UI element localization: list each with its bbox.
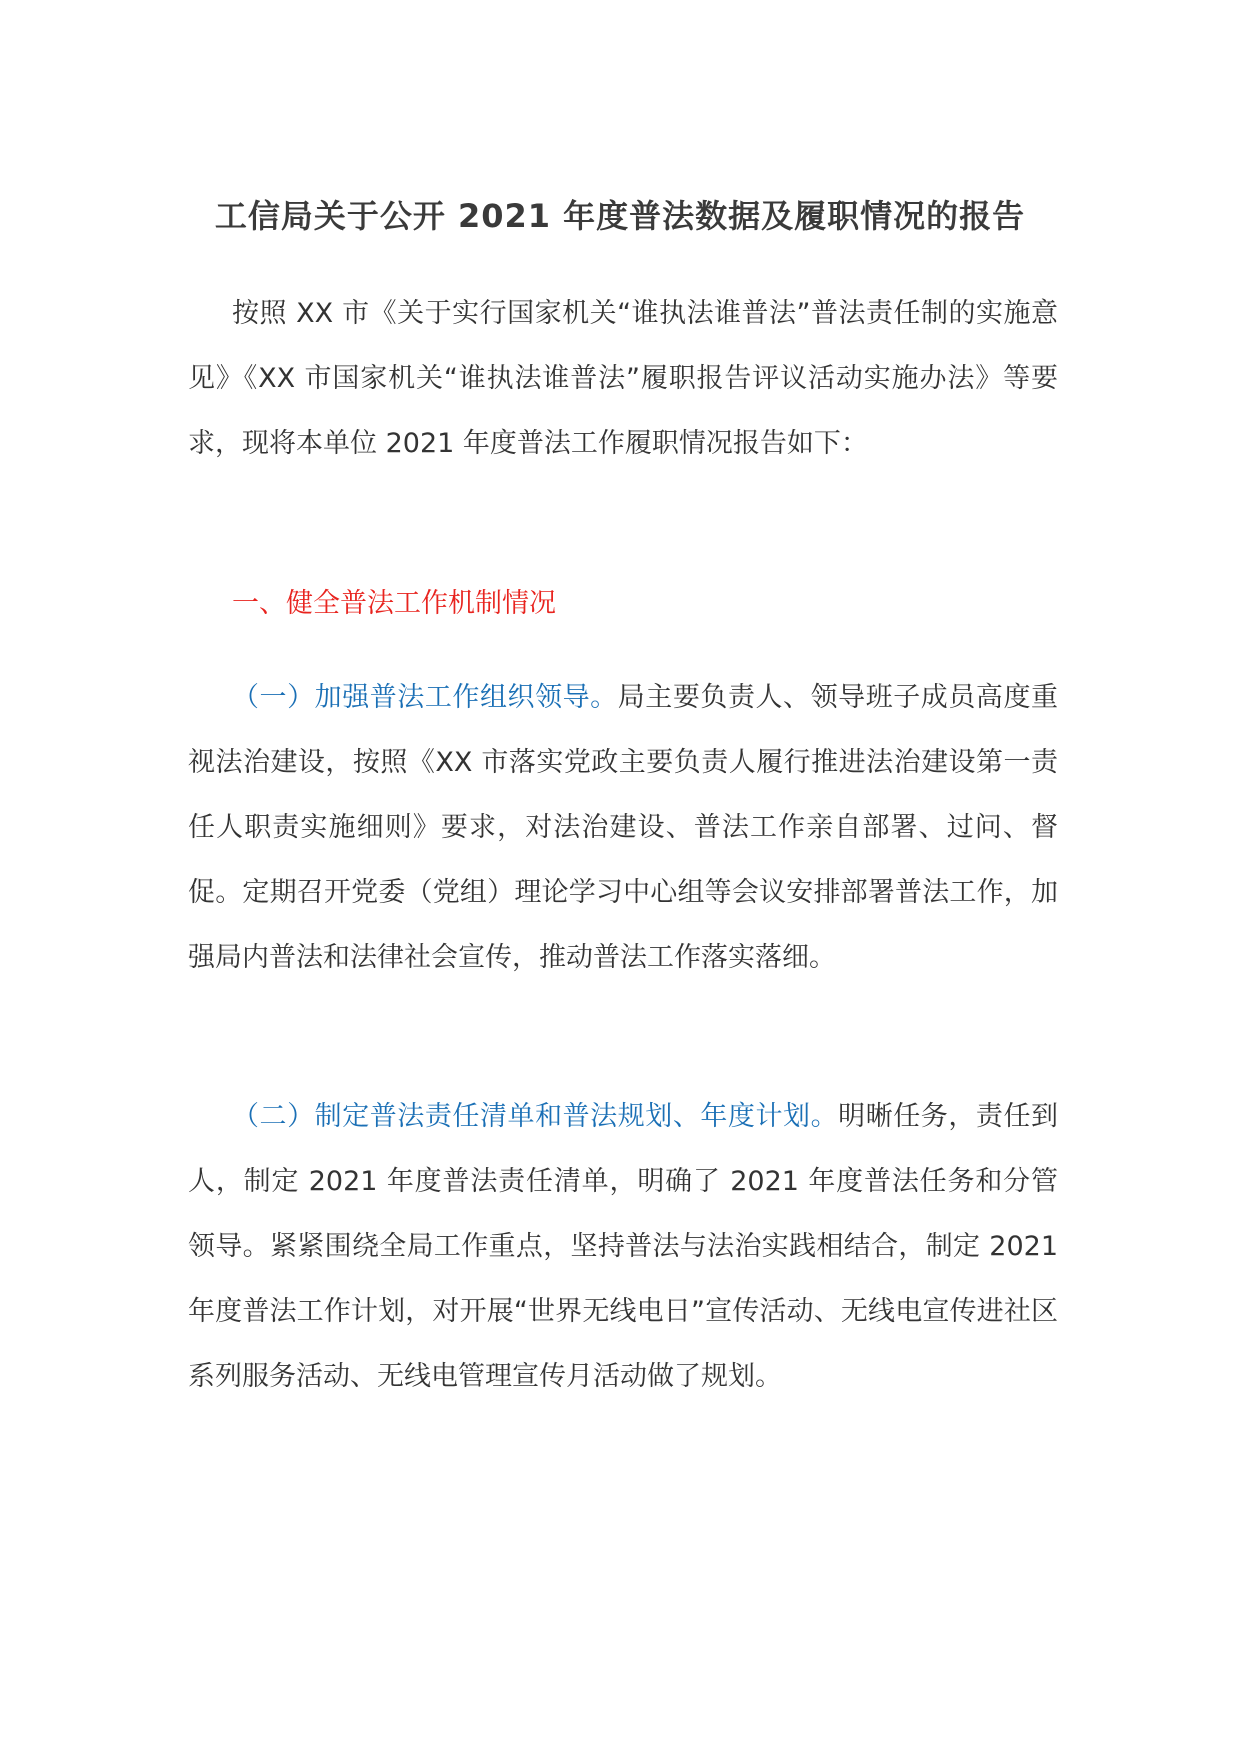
section-heading-1: 一、健全普法工作机制情况 <box>232 588 556 619</box>
paragraph-item-1 <box>188 665 1058 990</box>
item-2-body: 明晰任务，责任到人，制定 2021 年度普法责任清单，明确了 2021 年度普法任务和分管领导。紧紧围绕全局工作重点，坚持普法与法治实践相结合，制定 2021 年度普法工作计划，对开展“世界无线电日”宣传活动、无线电宣传进社区系列服务活动、无线电管理宣传月活动做了规划。 <box>188 1101 1059 1392</box>
paragraph-item-2 <box>188 1084 1058 1409</box>
item-1-heading: （一）加强普法工作组织领导。 <box>232 682 618 713</box>
intro-paragraph: 按照 XX 市《关于实行国家机关“谁执法谁普法”普法责任制的实施意见》《XX 市国家机关“谁执法谁普法”履职报告评议活动实施办法》等要求，现将本单位 2021 年度普法工作履职情况报告如下： <box>188 298 1058 459</box>
item-2-heading: （二）制定普法责任清单和普法规划、年度计划。 <box>232 1101 839 1132</box>
document-title: 工信局关于公开 2021 年度普法数据及履职情况的报告 <box>214 197 1026 235</box>
item-1-body: 局主要负责人、领导班子成员高度重视法治建设，按照《XX 市落实党政主要负责人履行推进法治建设第一责任人职责实施细则》要求，对法治建设、普法工作亲自部署、过问、督促。定期召开党委（党组）理论学习中心组等会议安排部署普法工作，加强局内普法和法律社会宣传，推动普法工作落实落细。 <box>188 682 1059 973</box>
